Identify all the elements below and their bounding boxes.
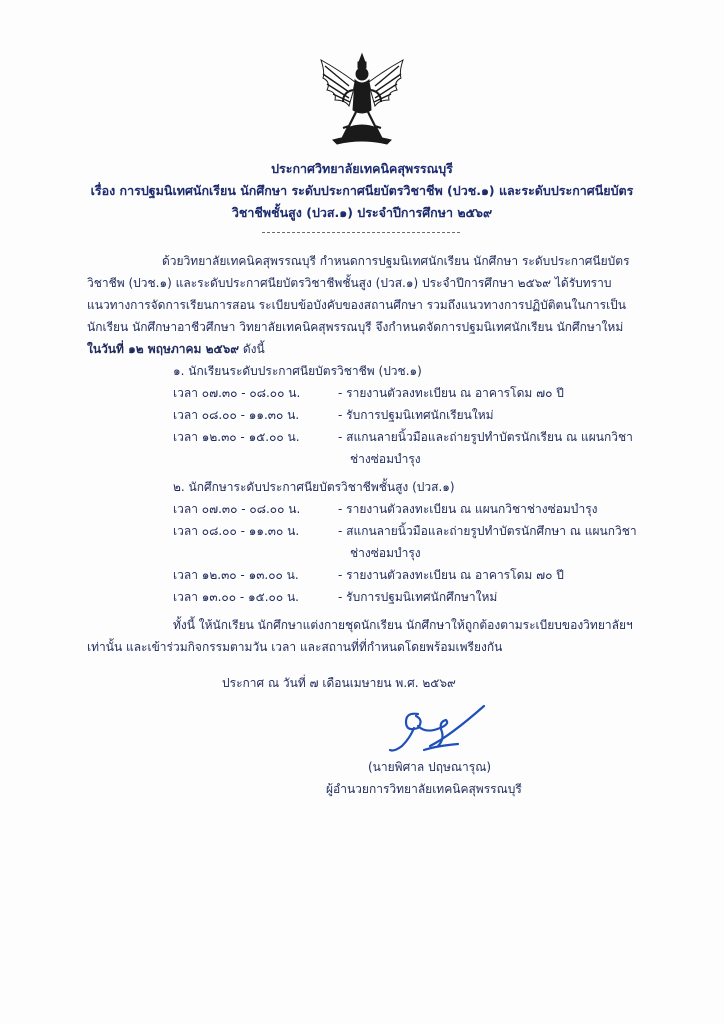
signatory-position: ผู้อำนวยการวิทยาลัยเทคนิคสุพรรณบุรี <box>326 782 522 796</box>
section-1-heading: ๑. นักเรียนระดับประกาศนียบัตรวิชาชีพ (ปวช.๑) <box>173 364 422 378</box>
subject-line-2: วิชาชีพชั้นสูง (ปวส.๑) ประจำปีการศึกษา ๒๕๖๙ <box>231 205 493 220</box>
section-2-row-1-activity: - รายงานตัวลงทะเบียน ณ แผนกวิชาช่างซ่อมบำรุง <box>338 502 598 516</box>
section-2-row-4-time: เวลา ๑๓.๐๐ - ๑๕.๐๐ น. <box>173 590 299 604</box>
section-2-row-1-time: เวลา ๐๗.๓๐ - ๐๘.๐๐ น. <box>173 502 301 516</box>
section-1-row-3-time: เวลา ๑๒.๓๐ - ๑๕.๐๐ น. <box>173 430 300 444</box>
section-2-row-2-time: เวลา ๐๘.๐๐ - ๑๑.๓๐ น. <box>173 524 300 538</box>
announcement-title: ประกาศวิทยาลัยเทคนิคสุพรรณบุรี <box>271 161 453 176</box>
section-2-row-3-time: เวลา ๑๒.๓๐ - ๑๓.๐๐ น. <box>173 568 299 582</box>
intro-line-5 <box>87 340 265 358</box>
intro-line-3: แนวทางการจัดการเรียนการสอน ระเบียบข้อบังคับของสถานศึกษา รวมถึงแนวทางการปฏิบัติตนในการเป็น <box>87 298 626 312</box>
section-1-row-2-time: เวลา ๐๘.๐๐ - ๑๑.๓๐ น. <box>173 408 300 422</box>
section-1-row-3-cont: ช่างซ่อมบำรุง <box>350 452 421 466</box>
intro-line-5-tail: ดังนี้ <box>239 342 265 356</box>
section-2-row-3-activity: - รายงานตัวลงทะเบียน ณ อาคารโดม ๗๐ ปี <box>338 568 564 582</box>
section-2-row-2-activity: - สแกนลายนิ้วมือและถ่ายรูปทำบัตรนักศึกษา ณ แผนกวิชา <box>338 524 637 538</box>
title-divider <box>262 232 460 233</box>
intro-line-1: ด้วยวิทยาลัยเทคนิคสุพรรณบุรี กำหนดการปฐมนิเทศนักเรียน นักศึกษา ระดับประกาศนียบัตร <box>162 254 630 268</box>
subject-line-1: เรื่อง การปฐมนิเทศนักเรียน นักศึกษา ระดับประกาศนียบัตรวิชาชีพ (ปวช.๑) และระดับประกาศนียบัตร <box>90 183 634 198</box>
signatory-name: (นายพิศาล ปฤษณารุณ) <box>368 760 492 774</box>
section-2-heading: ๒. นักศึกษาระดับประกาศนียบัตรวิชาชีพชั้นสูง (ปวส.๑) <box>173 480 455 494</box>
announce-date: ประกาศ ณ วันที่ ๗ เดือนเมษายน พ.ศ. ๒๕๖๙ <box>222 676 456 690</box>
section-2-row-2-cont: ช่างซ่อมบำรุง <box>350 546 421 560</box>
closing-line-1: ทั้งนี้ ให้นักเรียน นักศึกษาแต่งกายชุดนักเรียน นักศึกษาให้ถูกต้องตามระเบียบของวิทยาลัยฯ <box>173 618 633 632</box>
intro-line-2: วิชาชีพ (ปวช.๑) และระดับประกาศนียบัตรวิชาชีพชั้นสูง (ปวส.๑) ประจำปีการศึกษา ๒๕๖๙ ได้รับทราบ <box>87 276 612 290</box>
section-1-row-1-activity: - รายงานตัวลงทะเบียน ณ อาคารโดม ๗๐ ปี <box>338 386 564 400</box>
intro-line-4: นักเรียน นักศึกษาอาชีวศึกษา วิทยาลัยเทคนิคสุพรรณบุรี จึงกำหนดจัดการปฐมนิเทศนักเรียน นักศึกษาใหม่ <box>87 320 624 334</box>
section-1-row-2-activity: - รับการปฐมนิเทศนักเรียนใหม่ <box>338 408 494 422</box>
event-date: ในวันที่ ๑๒ พฤษภาคม ๒๕๖๙ <box>87 342 240 356</box>
section-1-row-1-time: เวลา ๐๗.๓๐ - ๐๘.๐๐ น. <box>173 386 301 400</box>
section-1-row-3-activity: - สแกนลายนิ้วมือและถ่ายรูปทำบัตรนักเรียน ณ แผนกวิชา <box>338 430 633 444</box>
section-2-row-4-activity: - รับการปฐมนิเทศนักศึกษาใหม่ <box>338 590 498 604</box>
closing-line-2: เท่านั้น และเข้าร่วมกิจกรรมตามวัน เวลา และสถานที่ที่กำหนดโดยพร้อมเพรียงกัน <box>87 640 503 654</box>
signature-image <box>380 700 490 760</box>
garuda-emblem-icon <box>313 52 411 148</box>
